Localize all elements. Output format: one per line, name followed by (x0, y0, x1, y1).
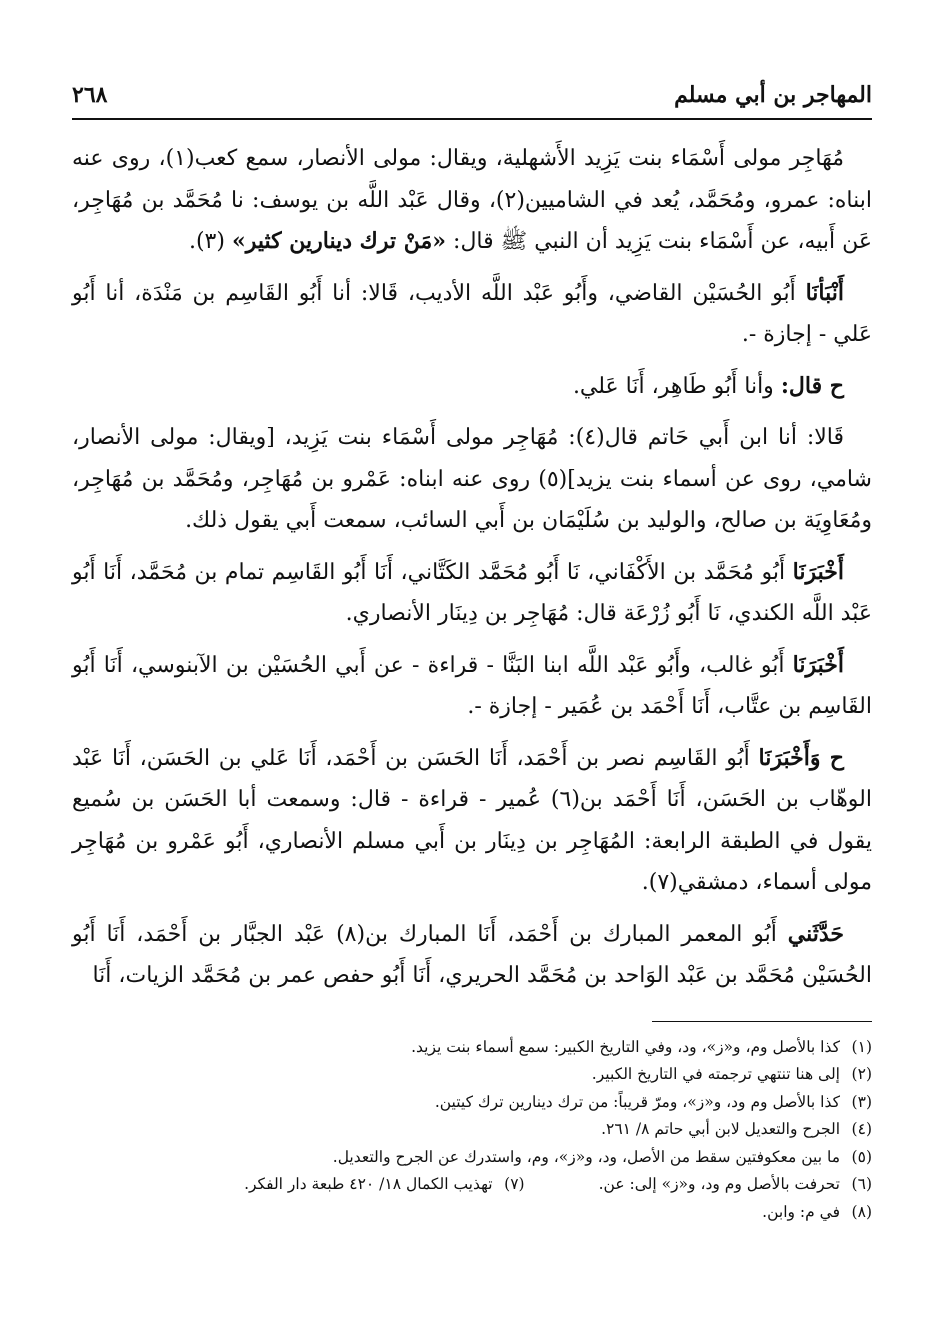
transmission-term: حَدَّثَني (787, 920, 844, 947)
footnote-number: (٧) (504, 1175, 525, 1193)
footnote (72, 1199, 872, 1227)
footnote-text: في م: وابن. (762, 1202, 840, 1221)
page-header (72, 78, 872, 120)
footnote (72, 1061, 872, 1089)
paragraph-text: مُهَاجِر مولى أَسْمَاء بنت يَزِيد الأَشهلية، ويقال: مولى الأنصار، سمع كعب(١)، روى عنه ابناه: عمرو، ومُحَمَّد، يُعد في الشاميين(٢)، وقال عَبْد اللَّه بن يوسف: نا مُحَمَّد بن مُهَاجِر، عَن أَبيه، عن أَسْمَاء بنت يَزِيد أن النبي ﷺ قال: (72, 146, 872, 254)
footnote-text: تحرفت بالأصل وم ود، و«ز» إلى: عن. (598, 1175, 840, 1193)
footnotes (72, 1034, 872, 1227)
transmission-term: ح وَأَخْبَرَنَا (758, 744, 844, 771)
paragraph-text: أَبُو المعمر المبارك بن أَحْمَد، أَنَا المبارك بن(٨) عَبْد الجبَّار بن أَحْمَد، أَنَا أَبُو الحُسَيْن مُحَمَّد بن عَبْد الوَاحد بن مُحَمَّد الحريري، أَنَا أَبُو حفص عمر بن مُحَمَّد الزيات، أَنَا (72, 921, 872, 988)
paragraph-text: أَبُو القَاسِم نصر بن أَحْمَد، أَنَا الحَسَن بن أَحْمَد، أَنَا عَلي بن الحَسَن، أَنَا عَبْد الوهّاب بن الحَسَن، أَنَا أَحْمَد بن(٦) عُمير - قراءة - قال: وسمعت أبا الحَسَن بن سُميع يقول في الطبقة الرابعة: المُهَاجِر بن دِينَار بن أَبي مسلم الأنصاري، أَبُو عَمْرو بن مُهَاجِر مولى أسماء، دمشقي(٧). (72, 745, 872, 895)
transmission-term: أَخْبَرَنَا (792, 651, 844, 678)
footnote (72, 1116, 872, 1144)
paragraph (72, 366, 872, 408)
footnote (72, 1171, 872, 1199)
footnote-number: (٣) (851, 1092, 872, 1111)
footnote (72, 1144, 872, 1172)
paragraph-text: أَبُو غالب، وأَبُو عَبْد اللَّه ابنا البَنَّا - قراءة - عن أَبي الحُسَيْن بن الآبنوسي، أَنَا أَبُو القَاسِم بن عتَّاب، أَنَا أَحْمَد بن عُمَير - إجازة -. (72, 652, 872, 719)
footnote-number: (٢) (851, 1065, 872, 1083)
footnote-text: تهذيب الكمال ١٨/ ٤٢٠ طبعة دار الفكر. (244, 1175, 493, 1193)
page-number: ٢٦٨ (72, 82, 108, 108)
paragraph-text: قَالا: أنا ابن أَبي حَاتم قال(٤): مُهَاجِر مولى أَسْمَاء بنت يَزِيد، [ويقال: مولى الأنصار، شامي، روى عن أسماء بنت يزيد](٥) روى عنه ابناه: عَمْرو بن مُهَاجِر، ومُحَمَّد بن مُهَاجِر، ومُعَاوِيَة بن صالح، والوليد بن سُلَيْمَان بن أَبي السائب، سمعت أَبي يقول ذلك. (72, 425, 872, 533)
footnote-text: كذا بالأصل وم ود، و«ز»، ومرّ قريباً: من ترك دينارين ترك كيتين. (434, 1092, 840, 1111)
footnote-number: (٥) (851, 1147, 872, 1166)
paragraph (72, 914, 872, 997)
paragraph-text: أَبُو مُحَمَّد بن الأَكْفَاني، نَا أَبُو مُحَمَّد الكَتَّاني، أَنَا أَبُو القَاسِم تمام بن مُحَمَّد، أَنَا أَبُو عَبْد اللَّه الكندي، نَا أَبُو زُرْعَة قال: مُهَاجِر بن دِينَار الأنصاري. (72, 559, 872, 626)
transmission-term: أَخْبَرَنَا (792, 558, 844, 585)
paragraph (72, 645, 872, 728)
footnote-number: (٨) (851, 1202, 872, 1221)
paragraph-text: أَبُو الحُسَيْن القاضي، وأَبُو عَبْد اللَّه الأديب، قَالا: أنا أَبُو القَاسِم بن مَنْدَة، أنا أَبُو عَلي - إجازة -. (72, 280, 872, 347)
footnote-separator (652, 1021, 872, 1022)
paragraph (72, 138, 872, 263)
paragraph (72, 417, 872, 542)
main-text (72, 138, 872, 997)
paragraph (72, 273, 872, 356)
footnote (72, 1089, 872, 1117)
paragraph (72, 738, 872, 904)
transmission-term: ح قال: (780, 372, 844, 399)
book-page (72, 78, 872, 1226)
footnote-number: (١) (851, 1037, 872, 1056)
transmission-term: أَنْبَأنَا (805, 279, 844, 306)
footnote-number: (٤) (851, 1120, 872, 1138)
paragraph-tail: (٣). (188, 229, 225, 254)
footnote-text: إلى هنا تنتهي ترجمته في التاريخ الكبير. (591, 1065, 840, 1083)
footnote (72, 1034, 872, 1062)
footnote-text: الجرح والتعديل لابن أبي حاتم ٨/ ٢٦١. (601, 1120, 840, 1138)
footnote-text: ما بين معكوفتين سقط من الأصل، ود، و«ز»، وم، واستدرك عن الجرح والتعديل. (332, 1147, 840, 1166)
running-title: المهاجر بن أبي مسلم (674, 82, 872, 108)
paragraph (72, 552, 872, 635)
footnote-text: كذا بالأصل وم، و«ز»، ود، وفي التاريخ الكبير: سمع أسماء بنت يزيد. (411, 1037, 840, 1056)
hadith-quote: «مَنْ ترك دينارين كثير» (231, 228, 447, 254)
paragraph-text: وأنا أَبُو طَاهِر، أَنَا عَلي. (572, 373, 774, 399)
footnote-number: (٦) (851, 1175, 872, 1193)
